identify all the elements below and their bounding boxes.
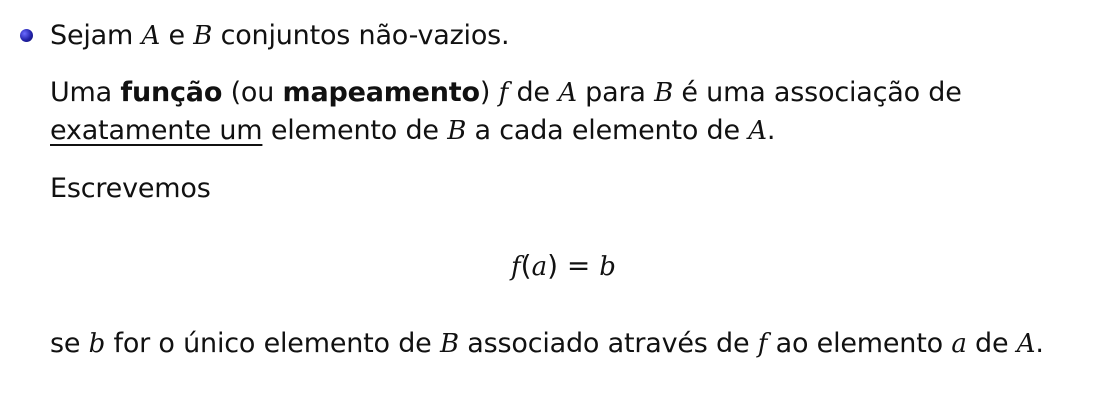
math-var-A: A	[1016, 329, 1036, 359]
text: é uma associação de	[681, 77, 962, 108]
paren-open: (	[520, 249, 532, 282]
text: Escrevemos	[50, 173, 211, 204]
text: .	[766, 115, 776, 146]
definition-line-1	[50, 75, 962, 111]
text: para	[585, 77, 646, 108]
underlined-text: exatamente um	[50, 115, 263, 146]
text: a cada elemento de	[474, 115, 740, 146]
math-var-a: A	[141, 21, 161, 51]
math-var-a: A	[558, 78, 577, 108]
definition-line-2	[50, 113, 775, 149]
math-var-b: b	[599, 252, 616, 282]
write-line	[50, 171, 211, 207]
math-var-f: f	[511, 252, 521, 282]
text: Uma	[50, 77, 113, 108]
math-var-a: a	[951, 329, 967, 359]
bullet-icon	[20, 29, 33, 42]
math-var-b: B	[193, 21, 213, 51]
text: (ou	[230, 77, 275, 108]
math-var-b: b	[88, 329, 106, 359]
text: )	[479, 77, 491, 108]
term-funcao: função	[120, 77, 223, 108]
text: ao elemento	[775, 328, 943, 359]
math-var-a: A	[748, 116, 767, 146]
text: de	[516, 77, 550, 108]
math-var-b: B	[447, 116, 467, 146]
math-var-a: a	[531, 252, 548, 282]
math-var-f: f	[757, 329, 768, 359]
text: associado através de	[467, 328, 750, 359]
text: conjuntos não-vazios.	[220, 20, 510, 51]
bullet-line	[50, 18, 509, 54]
text: elemento de	[270, 115, 439, 146]
math-var-f: f	[498, 78, 509, 108]
equals-sign: =	[566, 249, 591, 282]
conclusion-line	[50, 326, 1044, 362]
term-mapeamento: mapeamento	[282, 77, 480, 108]
text: e	[168, 20, 185, 51]
formula	[511, 246, 616, 287]
math-var-b: B	[654, 78, 673, 108]
paren-close: )	[547, 249, 559, 282]
text: for o único elemento de	[113, 328, 432, 359]
math-var-B: B	[439, 329, 459, 359]
text: de	[975, 328, 1009, 359]
text: Sejam	[50, 20, 134, 51]
text: se	[50, 328, 81, 359]
text: .	[1035, 328, 1044, 359]
